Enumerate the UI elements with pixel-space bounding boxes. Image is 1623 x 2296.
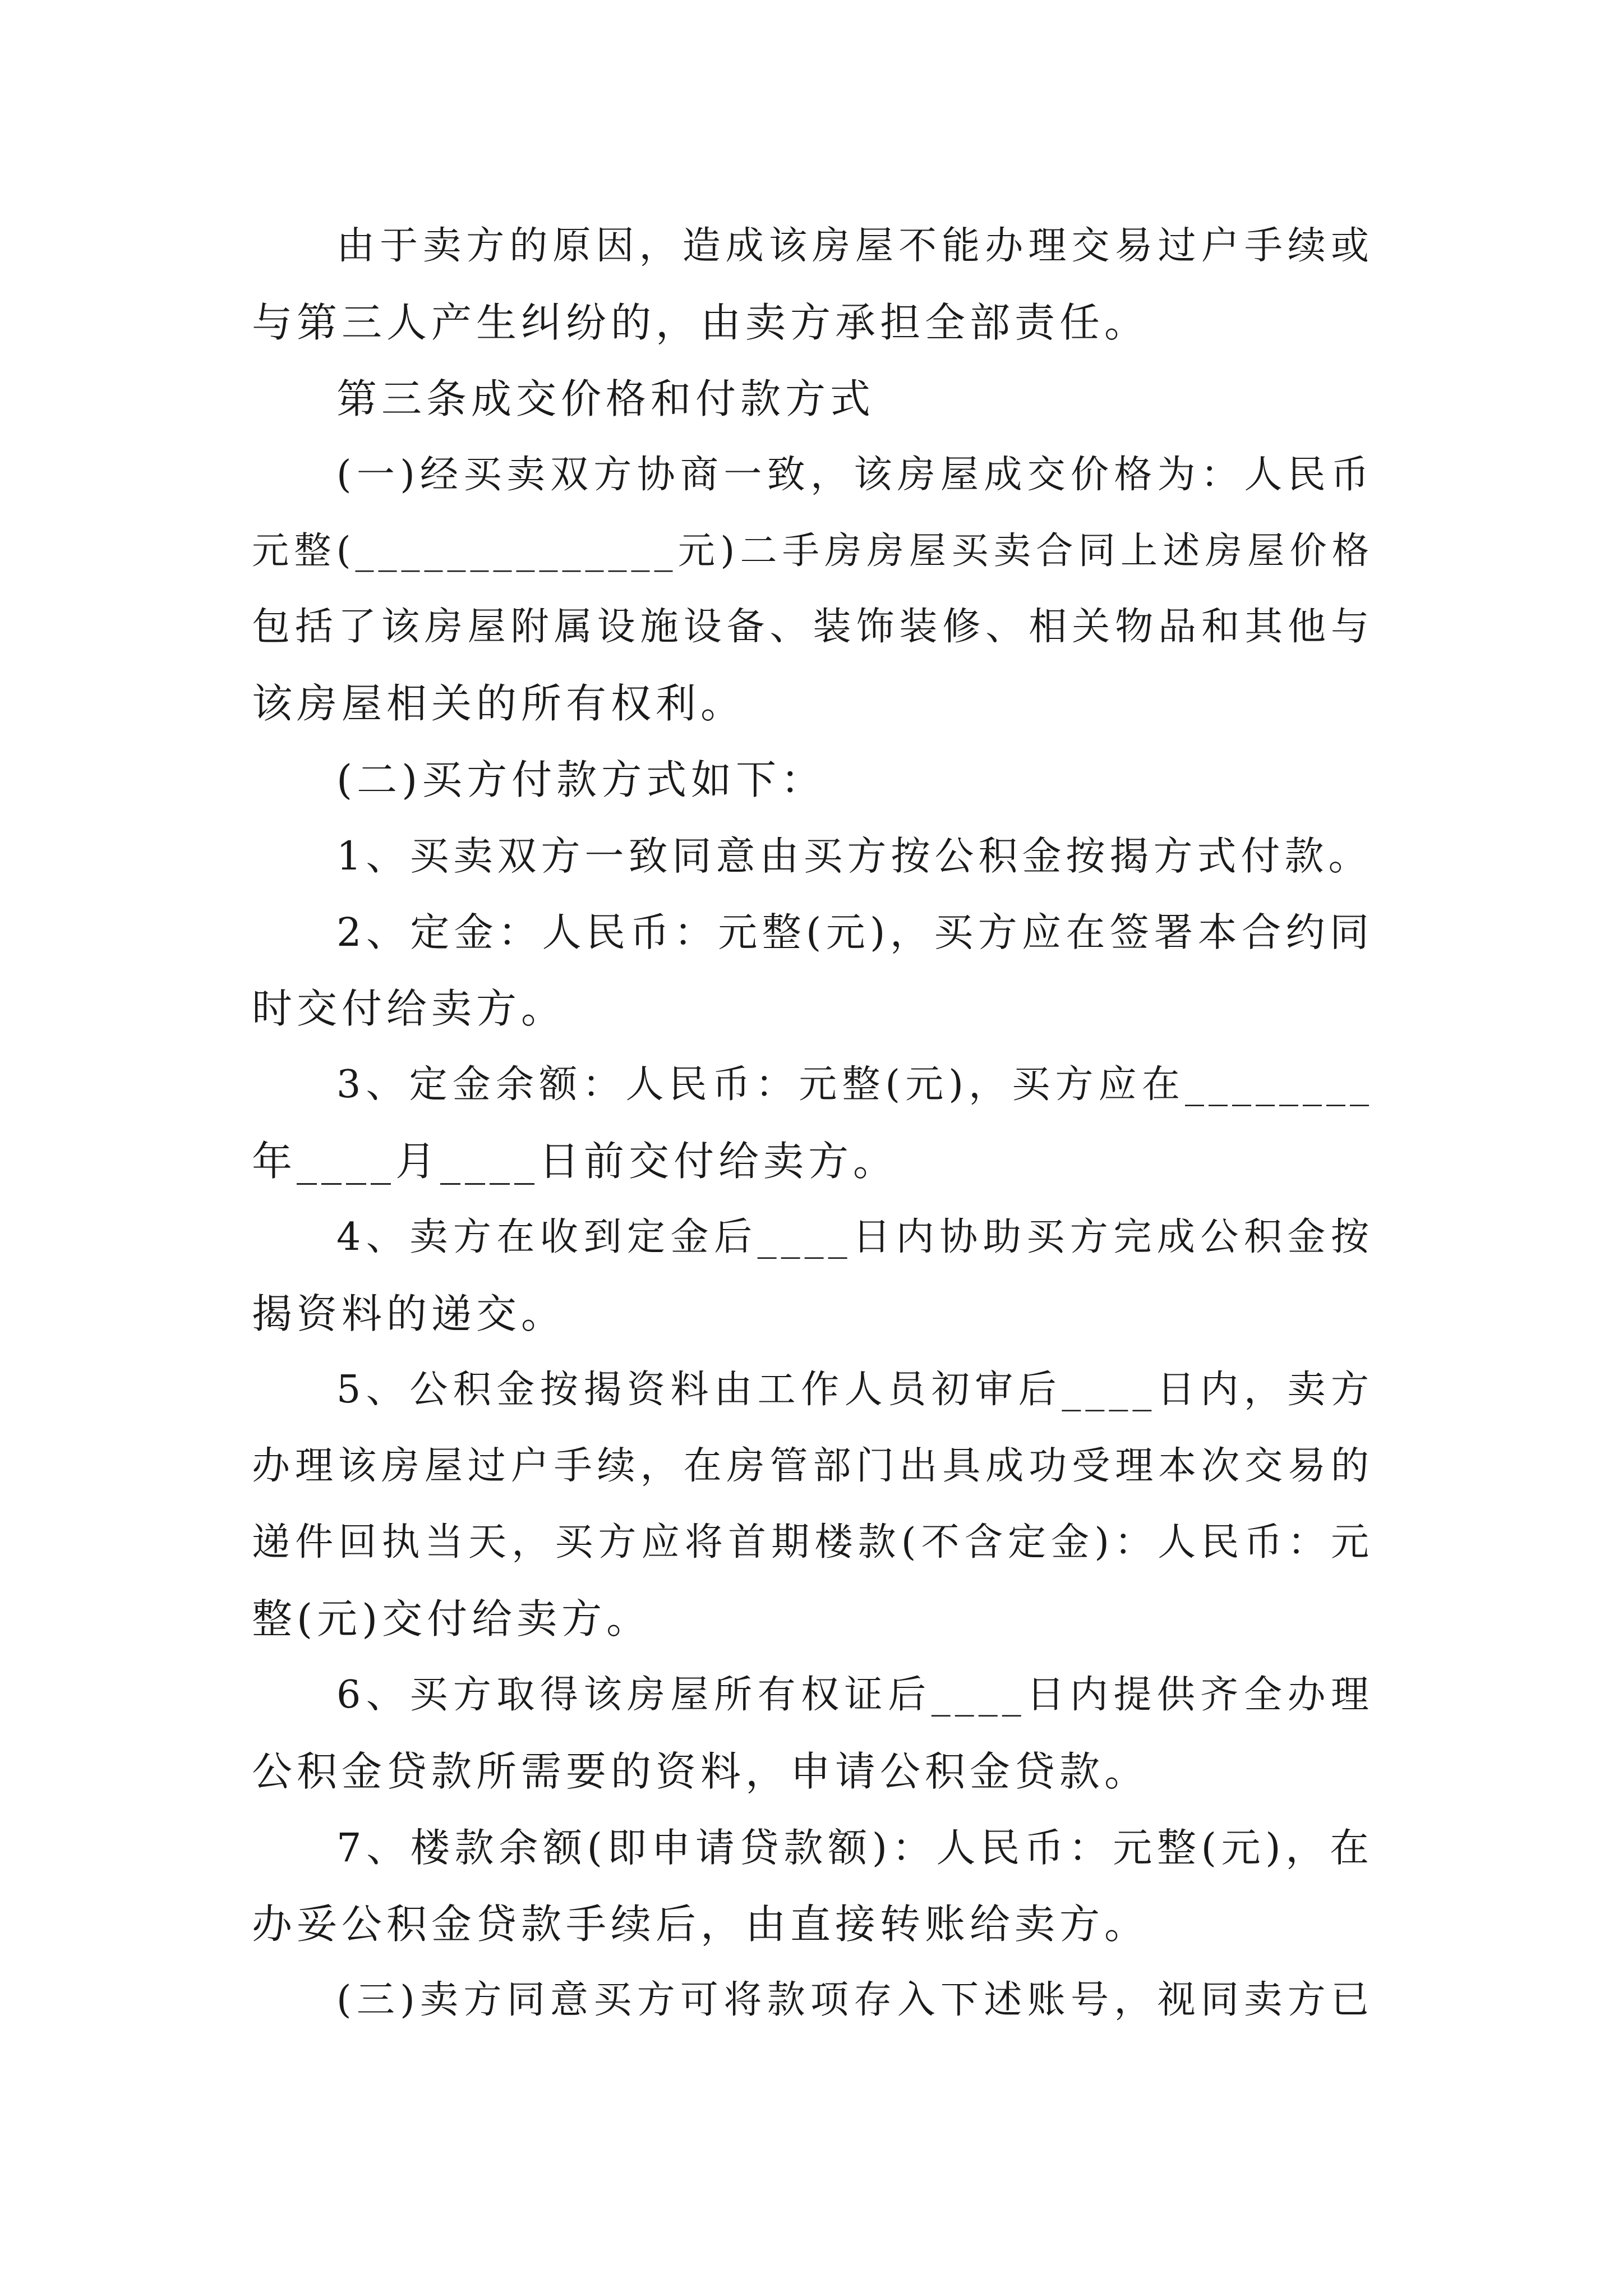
text-line: 公积金贷款所需要的资料，申请公积金贷款。 [252,1748,1150,1795]
text-line: 该房屋相关的所有权利。 [252,680,746,727]
text-line: 6、买方取得该房屋所有权证后____日内提供齐全办理 [336,1673,1373,1717]
text-line: 由于卖方的原因，造成该房屋不能办理交易过户手续或 [336,224,1373,268]
text-line: 时交付给卖方。 [252,985,566,1032]
text-line: 递件回执当天，买方应将首期楼款(不含定金)：人民币：元 [252,1520,1373,1565]
text-line: 1、买卖双方一致同意由买方按公积金按揭方式付款。 [336,833,1372,879]
section-heading: 第三条成交价格和付款方式 [336,375,875,422]
text-line: 4、卖方在收到定金后____日内协助买方完成公积金按 [336,1215,1373,1259]
text-line: (二)买方付款方式如下： [336,756,826,803]
text-line: 整(元)交付给卖方。 [252,1595,652,1642]
text-line: 包括了该房屋附属设施设备、装饰装修、相关物品和其他与 [252,605,1373,649]
text-line: (一)经买卖双方协商一致，该房屋成交价格为：人民币 [336,453,1373,497]
text-line: 7、楼款余额(即申请贷款额)：人民币：元整(元)，在 [336,1825,1373,1871]
text-line: 2、定金：人民币：元整(元)，买方应在签署本合约同 [336,909,1373,955]
text-line: (三)卖方同意买方可将款项存入下述账号，视同卖方已 [336,1978,1373,2022]
text-line: 揭资料的递交。 [252,1290,566,1337]
text-line: 年____月____日前交付给卖方。 [252,1138,898,1185]
text-line: 与第三人产生纠纷的，由卖方承担全部责任。 [252,299,1150,346]
text-line: 3、定金余额：人民币：元整(元)，买方应在________ [336,1062,1373,1107]
text-line: 元整(______________元)二手房房屋买卖合同上述房屋价格 [252,529,1373,572]
text-line: 办妥公积金贷款手续后，由直接转账给卖方。 [252,1901,1150,1948]
text-line: 办理该房屋过户手续，在房管部门出具成功受理本次交易的 [252,1444,1373,1488]
text-line: 5、公积金按揭资料由工作人员初审后____日内，卖方 [336,1368,1373,1412]
